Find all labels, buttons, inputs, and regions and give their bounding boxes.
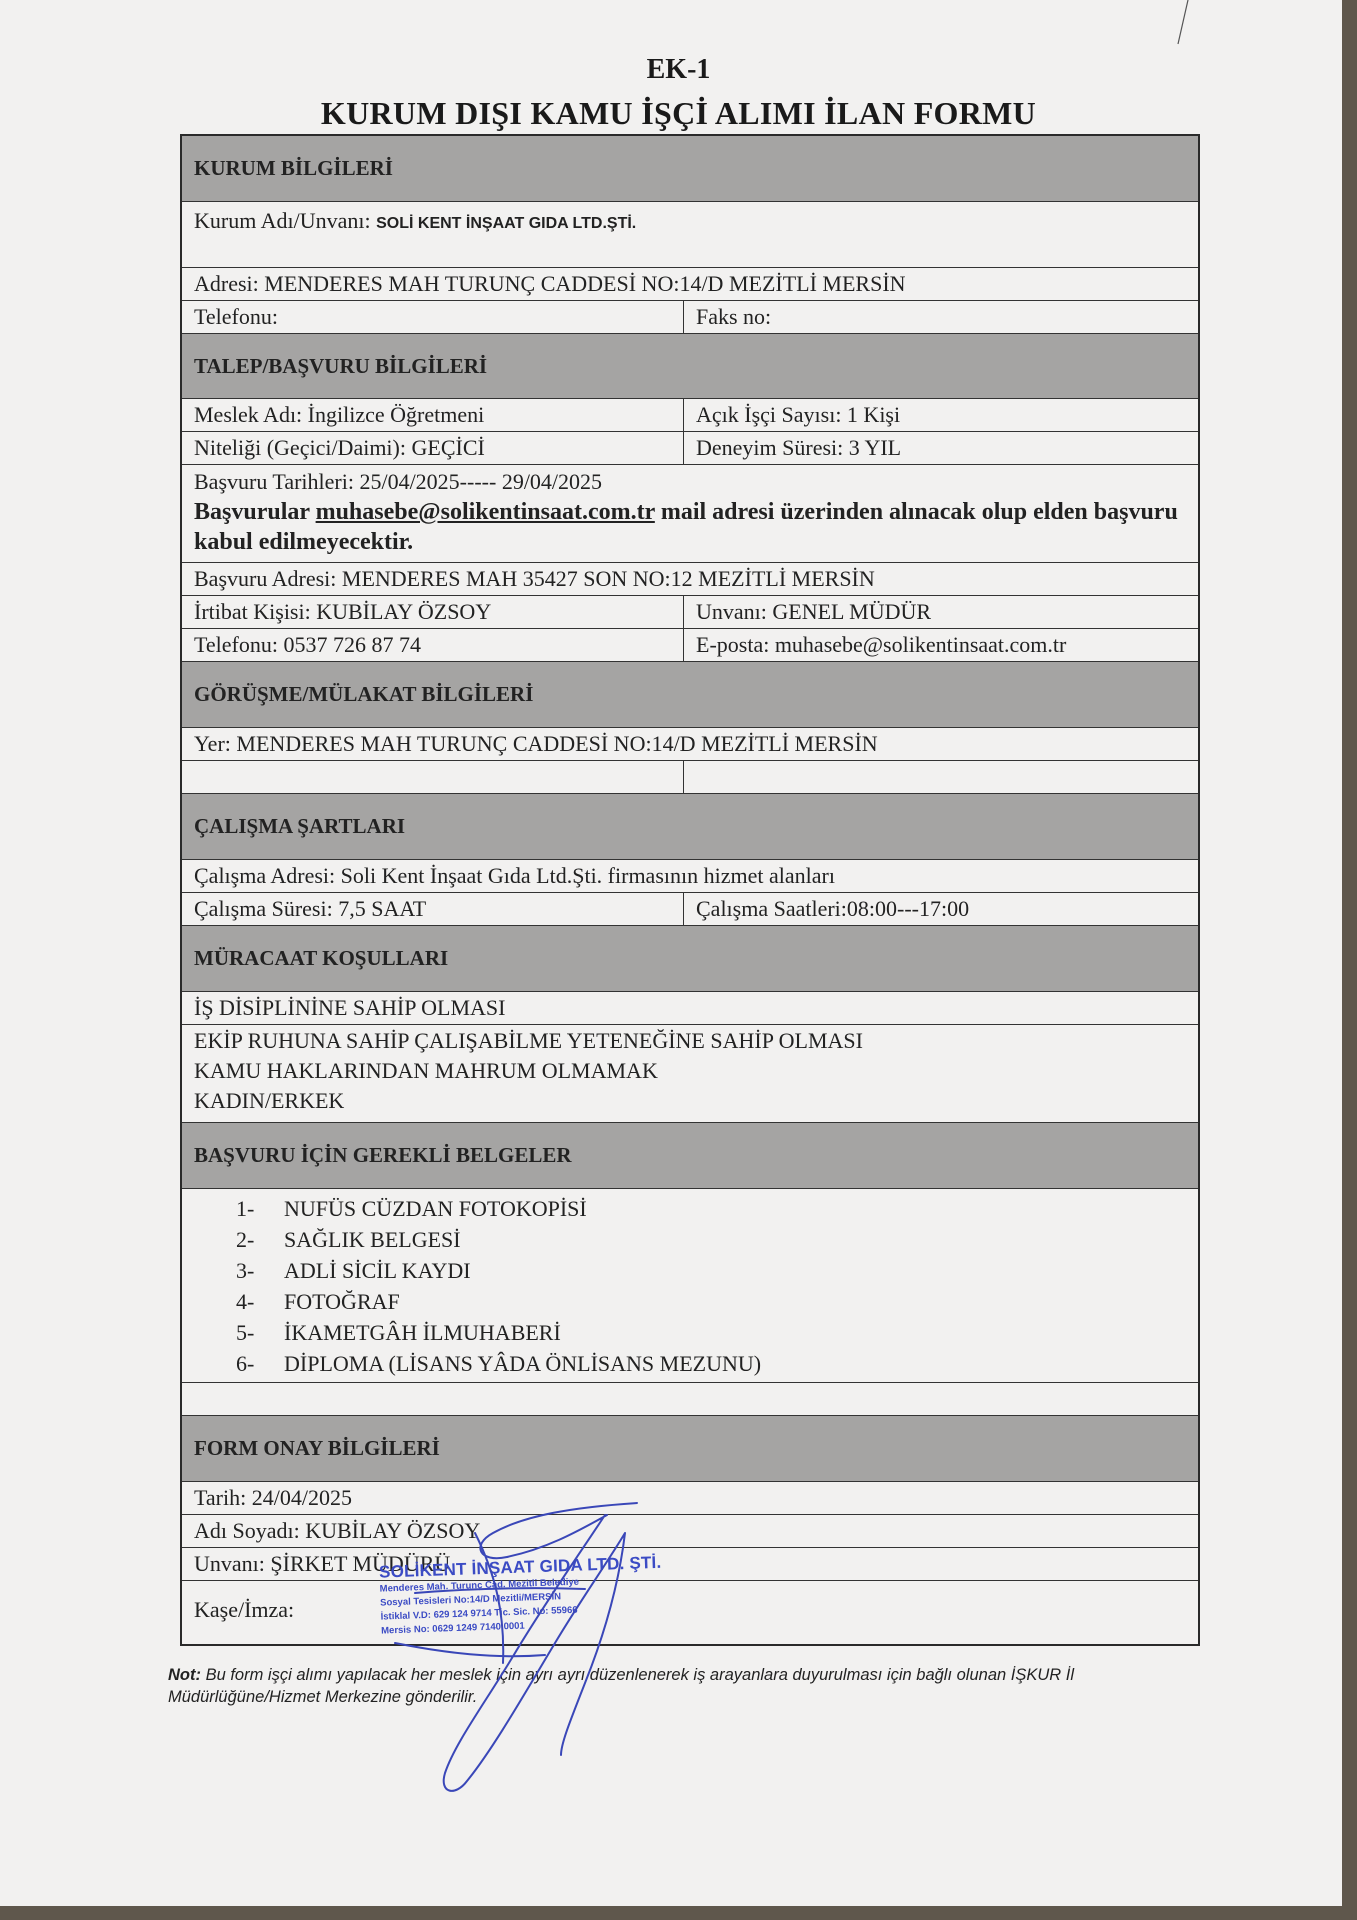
talep-contact-row — [182, 596, 1198, 629]
section-talep-heading: TALEP/BAŞVURU BİLGİLERİ — [182, 334, 1198, 399]
talep-phone: Telefonu: 0537 726 87 74 — [182, 629, 684, 661]
onay-name-row — [182, 1515, 1198, 1548]
kurum-phone: Telefonu: — [182, 301, 684, 333]
pen-mark — [1172, 0, 1192, 46]
belge-item: 4- FOTOĞRAF — [236, 1289, 400, 1314]
belge-item: 2- SAĞLIK BELGESİ — [236, 1227, 461, 1252]
company-stamp: SOLİKENT İNŞAAT GIDA LTD. ŞTİ. Menderes Mah. Turunç Cad. Mezitli Belediye Sosyal Tesisleri No:14/D Mezitli/MERSİN İstiklal V.D: 629 124 9714 Tic. Sic. No: 55966 Mersis No: 0629 1249 7140 0001 — [378, 1552, 662, 1637]
talep-apply-address: Başvuru Adresi: MENDERES MAH 35427 SON NO:12 MEZİTLİ MERSİN — [194, 566, 875, 591]
calisma-hours: Çalışma Saatleri:08:00---17:00 — [696, 896, 970, 921]
form-title: KURUM DIŞI KAMU İŞÇİ ALIMI İLAN FORMU — [320, 95, 1037, 131]
talep-contact: İrtibat Kişisi: KUBİLAY ÖZSOY — [182, 596, 684, 628]
calisma-time-row — [182, 893, 1198, 926]
section-onay-heading: FORM ONAY BİLGİLERİ — [182, 1416, 1198, 1482]
muracaat-condition-4: KADIN/ERKEK — [194, 1088, 345, 1113]
talep-title: Unvanı: GENEL MÜDÜR — [696, 599, 932, 624]
gorusme-place-row — [182, 728, 1198, 761]
section-muracaat-heading: MÜRACAAT KOŞULLARI — [182, 926, 1198, 992]
talep-nature-row — [182, 432, 1198, 465]
muracaat-condition-1: İŞ DİSİPLİNİNE SAHİP OLMASI — [194, 995, 506, 1020]
kurum-name-value: SOLİ KENT İNŞAAT GIDA LTD.ŞTİ. — [376, 215, 637, 232]
talep-email: E-posta: muhasebe@solikentinsaat.com.tr — [696, 632, 1067, 657]
annex-label: EK-1 — [646, 54, 711, 85]
talep-application-note: Başvurular muhasebe@solikentinsaat.com.tr mail adresi üzerinden alınacak olup elden başvuru kabul edilmeyecektir. — [194, 499, 1178, 555]
kurum-address-row — [182, 268, 1198, 301]
section-kurum-heading: KURUM BİLGİLERİ — [182, 136, 1198, 202]
section-gorusme-heading: GÖRÜŞME/MÜLAKAT BİLGİLERİ — [182, 662, 1198, 728]
section-calisma-heading: ÇALIŞMA ŞARTLARI — [182, 794, 1198, 860]
kurum-fax: Faks no: — [696, 304, 772, 329]
kurum-address: Adresi: MENDERES MAH TURUNÇ CADDESİ NO:14/D MEZİTLİ MERSİN — [194, 271, 906, 296]
talep-job-row — [182, 399, 1198, 432]
talep-nature: Niteliği (Geçici/Daimi): GEÇİCİ — [182, 432, 684, 464]
talep-apply-address-row — [182, 563, 1198, 596]
belgeler-empty-row — [182, 1383, 1198, 1416]
gorusme-empty-row — [182, 761, 1198, 794]
talep-open-count: Açık İşçi Sayısı: 1 Kişi — [696, 402, 901, 427]
onay-name: Adı Soyadı: KUBİLAY ÖZSOY — [194, 1518, 481, 1543]
belge-item: 6- DİPLOMA (LİSANS YÂDA ÖNLİSANS MEZUNU) — [236, 1351, 762, 1376]
muracaat-condition-3: KAMU HAKLARINDAN MAHRUM OLMAMAK — [194, 1058, 658, 1083]
muracaat-row-1 — [182, 992, 1198, 1025]
talep-note-email-link[interactable]: muhasebe@solikentinsaat.com.tr — [315, 499, 655, 525]
belgeler-list-row — [182, 1189, 1198, 1383]
calisma-duration: Çalışma Süresi: 7,5 SAAT — [182, 893, 684, 925]
onay-stamp-label: Kaşe/İmza: — [194, 1597, 295, 1622]
talep-dates-row — [182, 465, 1198, 563]
muracaat-condition-2: EKİP RUHUNA SAHİP ÇALIŞABİLME YETENEĞİNE SAHİP OLMASI — [194, 1028, 863, 1053]
muracaat-row-2 — [182, 1025, 1198, 1123]
belgeler-list — [182, 1189, 761, 1382]
talep-dates: Başvuru Tarihleri: 25/04/2025----- 29/04/2025 — [194, 469, 603, 494]
calisma-address: Çalışma Adresi: Soli Kent İnşaat Gıda Ltd.Şti. firmasının hizmet alanları — [194, 863, 835, 888]
talep-job: Meslek Adı: İngilizce Öğretmeni — [182, 399, 684, 431]
gorusme-place: Yer: MENDERES MAH TURUNÇ CADDESİ NO:14/D MEZİTLİ MERSİN — [194, 731, 878, 756]
kurum-name-label: Kurum Adı/Unvanı: — [194, 208, 371, 233]
belge-item: 5- İKAMETGÂH İLMUHABERİ — [236, 1320, 561, 1345]
talep-phone-row — [182, 629, 1198, 662]
footer-note: Not: Bu form işçi alımı yapılacak her meslek için ayrı ayrı düzenlenerek iş arayanlara duyurulması için bağlı olunan İŞKUR İl Müdürlüğüne/Hizmet Merkezine gönderilir. — [168, 1666, 1075, 1706]
kurum-contact-row — [182, 301, 1198, 334]
belge-item: 3- ADLİ SİCİL KAYDI — [236, 1258, 471, 1283]
calisma-address-row — [182, 860, 1198, 893]
kurum-name-row — [182, 202, 1198, 268]
onay-title: Unvanı: ŞİRKET MÜDÜRÜ — [194, 1551, 451, 1576]
talep-trial: Deneyim Süresi: 3 YIL — [696, 435, 902, 460]
onay-date-row — [182, 1482, 1198, 1515]
section-belgeler-heading: BAŞVURU İÇİN GEREKLİ BELGELER — [182, 1123, 1198, 1189]
onay-date: Tarih: 24/04/2025 — [194, 1485, 352, 1510]
belge-item: 1- NUFÜS CÜZDAN FOTOKOPİSİ — [236, 1196, 587, 1221]
job-posting-form — [180, 134, 1200, 1646]
